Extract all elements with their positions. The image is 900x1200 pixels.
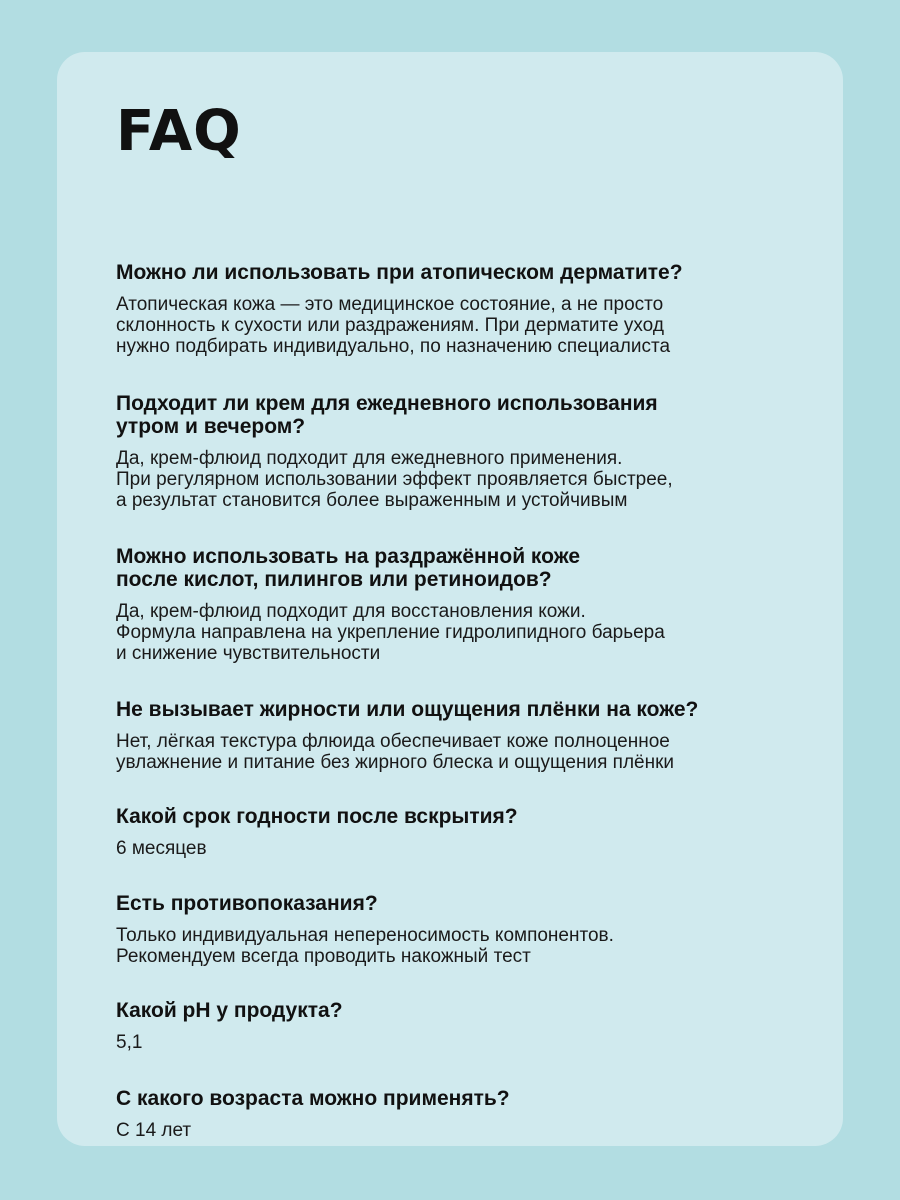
faq-item-irritated-skin bbox=[116, 545, 816, 664]
faq-answer: Нет, лёгкая текстура флюида обеспечивает коже полноценное увлажнение и питание без жирного блеска и ощущения плёнки bbox=[116, 731, 675, 773]
faq-answer: С 14 лет bbox=[116, 1120, 192, 1141]
faq-answer: Только индивидуальная непереносимость компонентов. Рекомендуем всегда проводить накожный тест bbox=[116, 925, 614, 967]
page-title: FAQ bbox=[116, 99, 242, 164]
faq-answer: Да, крем-флюид подходит для восстановления кожи. Формула направлена на укрепление гидролипидного барьера и снижение чувствительности bbox=[116, 601, 665, 664]
faq-question: Какой pH у продукта? bbox=[116, 999, 343, 1022]
faq-answer: Атопическая кожа — это медицинское состояние, а не просто склонность к сухости или раздражениям. При дерматите уход нужно подбирать индивидуально, по назначению специалиста bbox=[116, 294, 671, 357]
faq-item-ph bbox=[116, 999, 816, 1053]
faq-item-shelf-life bbox=[116, 805, 816, 859]
faq-question: Есть противопоказания? bbox=[116, 892, 378, 915]
faq-answer: Да, крем-флюид подходит для ежедневного применения. При регулярном использовании эффект проявляется быстрее, а результат становится более выраженным и устойчивым bbox=[116, 448, 673, 511]
faq-question: Не вызывает жирности или ощущения плёнки на коже? bbox=[116, 698, 699, 721]
faq-item-age bbox=[116, 1087, 816, 1141]
faq-question: Можно использовать на раздражённой коже после кислот, пилингов или ретиноидов? bbox=[116, 545, 581, 591]
faq-question: Можно ли использовать при атопическом дерматите? bbox=[116, 261, 683, 284]
faq-card bbox=[57, 52, 843, 1146]
faq-question: Подходит ли крем для ежедневного использования утром и вечером? bbox=[116, 392, 658, 438]
faq-item-atopic-dermatitis bbox=[116, 261, 816, 357]
faq-item-daily-use bbox=[116, 392, 816, 511]
faq-item-contraindications bbox=[116, 892, 816, 967]
faq-question: Какой срок годности после вскрытия? bbox=[116, 805, 518, 828]
faq-answer: 6 месяцев bbox=[116, 838, 207, 859]
faq-answer: 5,1 bbox=[116, 1032, 143, 1053]
faq-question: С какого возраста можно применять? bbox=[116, 1087, 510, 1110]
faq-item-greasiness bbox=[116, 698, 816, 773]
